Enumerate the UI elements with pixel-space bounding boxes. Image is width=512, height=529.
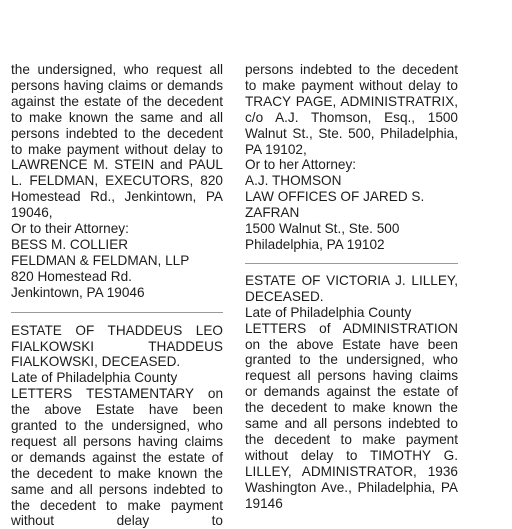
notice-body: LETTERS of ADMINISTRATION on the above Estate have been granted to the undersigned, who request all persons having claims or demands against the estate of the decedent to make known the same and all persons indebted to the decedent to make payment without delay to TIMOTHY G. LILLEY, ADMINISTRATOR, 1936 Washington Ave., Philadelphia, PA 19146 xyxy=(245,320,458,511)
notice-body: LETTERS TESTAMENTARY on the above Estate have been granted to the undersigned, who request all persons having claims or demands against the estate of the decedent to make known the same and all persons indebted to the decedent to make payment without delay to xyxy=(11,386,223,529)
attorney-line: Jenkintown, PA 19046 xyxy=(11,284,145,300)
attorney-block xyxy=(245,157,458,252)
attorney-block xyxy=(11,221,223,301)
notice-county: Late of Philadelphia County xyxy=(245,304,412,320)
attorney-line: 1500 Walnut St., Ste. 500 xyxy=(245,221,400,237)
attorney-line: FELDMAN & FELDMAN, LLP xyxy=(11,252,190,268)
notice-title: ESTATE OF THADDEUS LEO FIALKOWSKI THADDEUS FIALKOWSKI, DECEASED. xyxy=(11,322,223,370)
right-column xyxy=(245,62,458,511)
notice-title: ESTATE OF VICTORIA J. LILLEY, DECEASED. xyxy=(245,272,458,304)
attorney-line: Or to their Attorney: xyxy=(11,221,129,237)
attorney-line: LAW OFFICES OF JARED S. xyxy=(245,189,425,205)
notice-body: the undersigned, who request all persons having claims or demands against the estate of the decedent to make known the same and all persons indebted to the decedent to make payment without delay to LAWRENCE M. STEIN and PAUL L. FELDMAN, EXECUTORS, 820 Homestead Rd., Jenkintown, PA 19046, xyxy=(11,62,223,221)
notice-county: Late of Philadelphia County xyxy=(11,370,178,386)
notice-divider xyxy=(245,263,458,264)
left-column xyxy=(11,62,223,529)
attorney-line: Philadelphia, PA 19102 xyxy=(245,236,385,252)
attorney-line: ZAFRAN xyxy=(245,205,300,221)
attorney-line: Or to her Attorney: xyxy=(245,157,357,173)
attorney-line: 820 Homestead Rd. xyxy=(11,268,132,284)
attorney-line: BESS M. COLLIER xyxy=(11,236,129,252)
notice-body: persons indebted to the decedent to make payment without delay to TRACY PAGE, ADMINISTRATRIX, c/o A.J. Thomson, Esq., 1500 Walnut St., Ste. 500, Philadelphia, PA 19102, xyxy=(245,62,458,157)
notice-divider xyxy=(11,312,223,313)
attorney-line: A.J. THOMSON xyxy=(245,173,342,189)
